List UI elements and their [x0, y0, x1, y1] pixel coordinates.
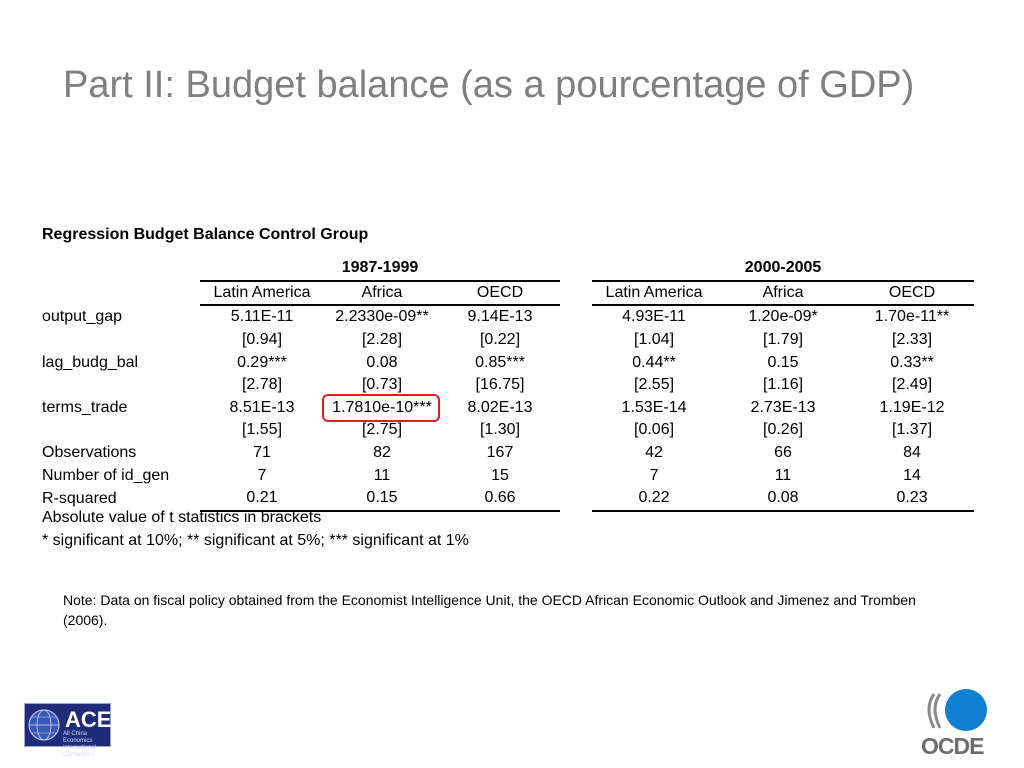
period-header-row [40, 257, 974, 281]
table-cell: 15 [491, 466, 509, 484]
row-label [40, 374, 200, 397]
column-header-row [40, 281, 974, 306]
table-cell: 71 [253, 444, 271, 462]
table-cell: [1.30] [479, 421, 521, 439]
period-header-1: 1987-1999 [200, 257, 560, 281]
table-cell: 42 [645, 444, 663, 462]
row-label: terms_trade [42, 398, 128, 416]
table-cell: 1.53E-14 [621, 398, 687, 416]
row-label: R-squared [42, 489, 117, 507]
row-label: output_gap [42, 307, 123, 325]
table-cell: [1.16] [763, 376, 804, 394]
table-cell: 1.70e-11** [874, 308, 950, 326]
table-cell: 0.15 [324, 487, 440, 511]
table-cell: 4.93E-11 [622, 308, 686, 326]
table-row [40, 329, 974, 352]
period-header-2: 2000-2005 [592, 257, 974, 281]
table-cell: [1.79] [763, 331, 804, 349]
table-cell: 2.73E-13 [750, 398, 816, 416]
column-header: OECD [850, 281, 974, 306]
row-label [40, 419, 200, 442]
column-header: Latin America [592, 281, 716, 306]
table-cell: 0.23 [850, 487, 974, 511]
table-cell: [0.22] [479, 331, 521, 349]
table-cell: 11 [774, 466, 792, 484]
ace-logo-subtext: All China Economics International Conference [63, 731, 97, 758]
table-row [40, 464, 974, 487]
footnote-tstat: Absolute value of t statistics in brackets [42, 509, 322, 526]
table-cell: 1.19E-12 [879, 398, 945, 416]
table-cell: [2.78] [241, 376, 283, 394]
table-cell: 7 [649, 466, 659, 484]
table-cell: [0.94] [241, 331, 283, 349]
table-cell: [0.73] [361, 376, 403, 394]
table-cell: 0.08 [366, 353, 398, 371]
table-row [40, 374, 974, 397]
regression-table [40, 257, 974, 512]
table-cell: 0.44** [632, 353, 676, 371]
table-footnotes [42, 507, 469, 552]
table-cell: 0.33** [890, 353, 934, 371]
table-subtitle: Regression Budget Balance Control Group [42, 226, 369, 243]
table-cell: 0.21 [200, 487, 324, 511]
row-label: Observations [42, 444, 137, 462]
table-cell: 167 [486, 444, 514, 462]
table-cell: [1.55] [241, 421, 283, 439]
table-cell: 82 [373, 444, 391, 462]
table-cell: 8.02E-13 [467, 398, 533, 416]
table-cell: [2.28] [361, 331, 403, 349]
table-cell: 8.51E-13 [229, 398, 295, 416]
table-cell: [2.33] [892, 331, 933, 349]
table-cell: [0.06] [634, 421, 675, 439]
slide-title: Part II: Budget balance (as a pourcentage of GDP) [63, 64, 915, 106]
table-cell: 0.66 [440, 487, 560, 511]
oecd-logo-text: OCDE [921, 733, 984, 759]
row-label [40, 329, 200, 352]
footnote-significance: * significant at 10%; ** significant at 5%; *** significant at 1% [42, 531, 469, 549]
table-cell: 2.2330e-09** [335, 308, 429, 326]
table-row [40, 351, 974, 374]
table-cell: 84 [903, 444, 921, 462]
table-cell: 0.15 [767, 353, 799, 371]
table-cell: 66 [774, 444, 792, 462]
table-cell: [16.75] [475, 376, 525, 394]
table-row [40, 419, 974, 442]
table-row [40, 397, 974, 420]
table-row [40, 305, 974, 329]
table-cell: [0.26] [763, 421, 804, 439]
table-cell: 14 [903, 466, 921, 484]
column-header: OECD [440, 281, 560, 306]
table-cell: [2.75] [361, 421, 403, 439]
table-cell: 0.29*** [237, 353, 287, 371]
row-label: Number of id_gen [42, 466, 170, 484]
column-header: Africa [324, 281, 440, 306]
source-note: Note: Data on fiscal policy obtained from the Economist Intelligence Unit, the OECD African Economic Outlook and Jimenez and Tromben (2006). [63, 592, 916, 628]
ace-logo [24, 703, 112, 758]
table-cell: [1.37] [892, 421, 933, 439]
table-cell-value: 1.7810e-10*** [332, 398, 432, 416]
column-header: Africa [716, 281, 850, 306]
table-cell: [2.55] [634, 376, 675, 394]
globe-icon [25, 704, 65, 746]
row-label: lag_budg_bal [42, 353, 139, 371]
table-cell: 11 [373, 466, 391, 484]
table-cell: 0.22 [592, 487, 716, 511]
highlighted-cell [324, 397, 440, 420]
table-cell: 5.11E-11 [230, 308, 294, 326]
table-row [40, 442, 974, 465]
table-cell: 7 [257, 466, 267, 484]
table-cell: 9.14E-13 [467, 308, 533, 326]
table-cell: 0.85*** [475, 353, 525, 371]
table-cell: 0.08 [716, 487, 850, 511]
table-cell: 1.20e-09* [748, 308, 818, 326]
table-cell: [1.04] [634, 331, 675, 349]
ace-logo-text: ACE [65, 707, 112, 732]
column-header: Latin America [200, 281, 324, 306]
table-cell: [2.49] [892, 376, 933, 394]
